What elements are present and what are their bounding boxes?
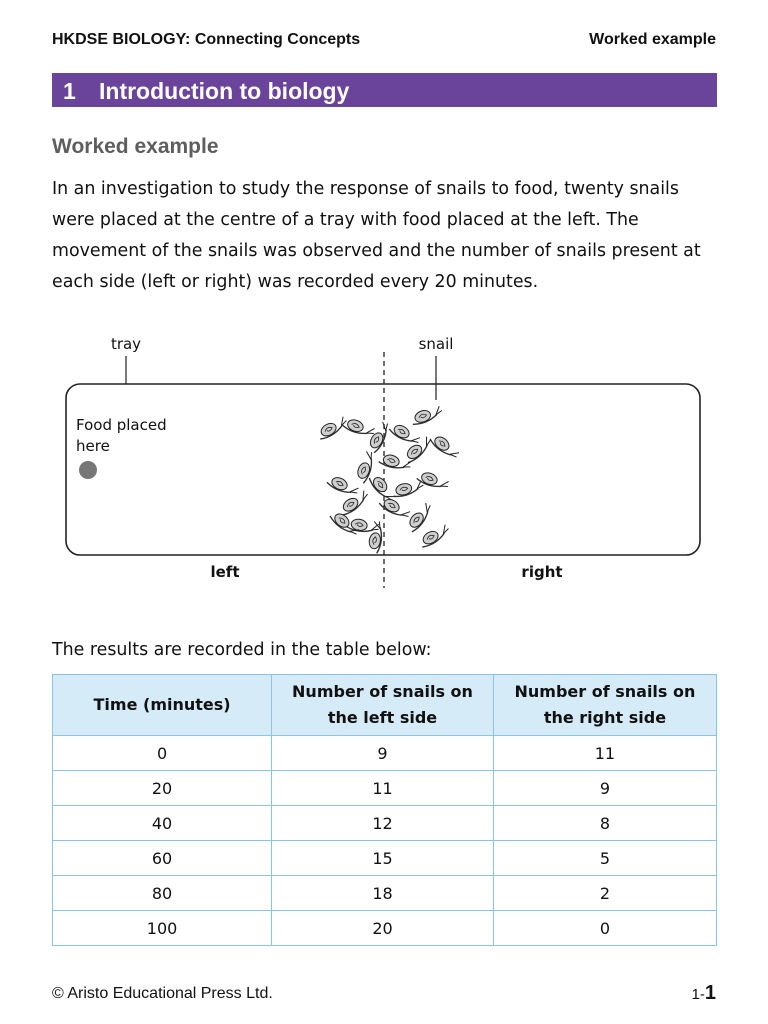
cell-right: 5 [493,841,716,876]
header-right: Number of snails on the right side [493,675,716,736]
table-row [53,736,717,771]
tray-label: tray [110,335,142,353]
book-title: HKDSE BIOLOGY: Connecting Concepts [52,31,361,48]
table-row [53,841,717,876]
cell-left: 20 [272,911,494,946]
section-label: Worked example [589,31,716,48]
chapter-title: Introduction to biology [99,78,350,104]
cell-left: 11 [272,771,494,806]
food-label-line2: here [76,437,110,455]
results-table [52,674,717,946]
cell-right: 8 [493,806,716,841]
cell-time: 100 [53,911,272,946]
table-row [53,911,717,946]
cell-left: 15 [272,841,494,876]
worked-example-heading: Worked example [52,135,219,158]
page-number: 1-1 [691,982,716,1004]
cell-right: 0 [493,911,716,946]
cell-right: 11 [493,736,716,771]
cell-time: 80 [53,876,272,911]
cell-left: 12 [272,806,494,841]
cell-left: 18 [272,876,494,911]
chapter-banner [52,73,717,107]
cell-right: 2 [493,876,716,911]
header-left: Number of snails on the left side [272,675,494,736]
cell-time: 60 [53,841,272,876]
tray [66,384,700,555]
cell-time: 0 [53,736,272,771]
left-side-label: left [210,563,240,581]
food-label-line1: Food placed [76,416,167,434]
snail-tray-diagram [0,320,768,620]
snail-label: snail [418,335,454,353]
table-header-row [53,675,717,736]
results-intro: The results are recorded in the table below: [52,640,432,660]
table-row [53,771,717,806]
table-row [53,876,717,911]
header-time: Time (minutes) [53,675,272,736]
chapter-number: 1 [63,78,76,104]
right-side-label: right [521,563,563,581]
food-dot [79,461,97,479]
table-row [53,806,717,841]
copyright: © Aristo Educational Press Ltd. [52,985,273,1002]
cell-right: 9 [493,771,716,806]
cell-time: 40 [53,806,272,841]
cell-left: 9 [272,736,494,771]
intro-paragraph: In an investigation to study the response of snails to food, twenty snails were placed at the centre of a tray with food placed at the left. The movement of the snails was observed and the number of snails present at each side (left or right) was recorded every 20 minutes. [52,179,701,292]
cell-time: 20 [53,771,272,806]
